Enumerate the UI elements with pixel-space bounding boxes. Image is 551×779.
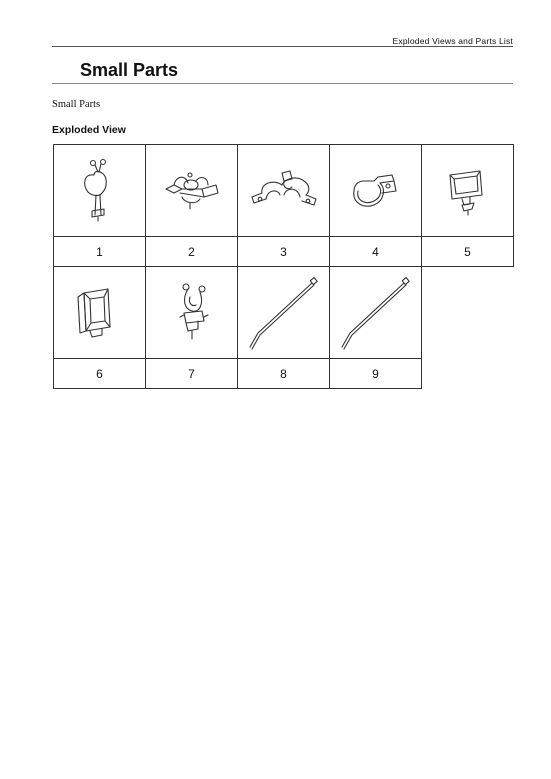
part-cell-2 — [146, 145, 238, 237]
section-label: Exploded View — [52, 124, 126, 136]
ball-wire-holder-icon — [146, 267, 237, 358]
header-rule — [52, 46, 513, 47]
cable-tie-icon — [330, 267, 421, 358]
part-number: 5 — [422, 237, 514, 267]
parts-image-row — [54, 267, 514, 359]
double-saddle-clamp-icon — [238, 145, 329, 236]
parts-number-row — [54, 237, 514, 267]
part-number: 1 — [54, 237, 146, 267]
part-number: 4 — [330, 237, 422, 267]
pipe-clamp-icon — [330, 145, 421, 236]
parts-number-row — [54, 359, 514, 389]
empty-cell — [422, 359, 514, 389]
part-number: 9 — [330, 359, 422, 389]
part-number: 7 — [146, 359, 238, 389]
part-cell-9 — [330, 267, 422, 359]
part-cell-4 — [330, 145, 422, 237]
part-number: 8 — [238, 359, 330, 389]
part-cell-8 — [238, 267, 330, 359]
part-cell-5 — [422, 145, 514, 237]
double-clip-icon — [146, 145, 237, 236]
page-subtitle: Small Parts — [52, 99, 101, 110]
part-cell-1 — [54, 145, 146, 237]
part-cell-3 — [238, 145, 330, 237]
parts-image-row — [54, 145, 514, 237]
running-header: Exploded Views and Parts List — [392, 36, 513, 46]
cable-guide-frame-icon — [54, 267, 145, 358]
square-cable-guide-icon — [422, 145, 513, 236]
title-rule — [52, 83, 513, 84]
page-title: Small Parts — [80, 60, 179, 80]
part-number: 2 — [146, 237, 238, 267]
part-number: 6 — [54, 359, 146, 389]
part-cell-7 — [146, 267, 238, 359]
parts-table — [53, 144, 514, 389]
part-number: 3 — [238, 237, 330, 267]
empty-cell — [422, 267, 514, 359]
part-cell-6 — [54, 267, 146, 359]
cable-tie-icon — [238, 267, 329, 358]
wire-holder-loop-icon — [54, 145, 145, 236]
